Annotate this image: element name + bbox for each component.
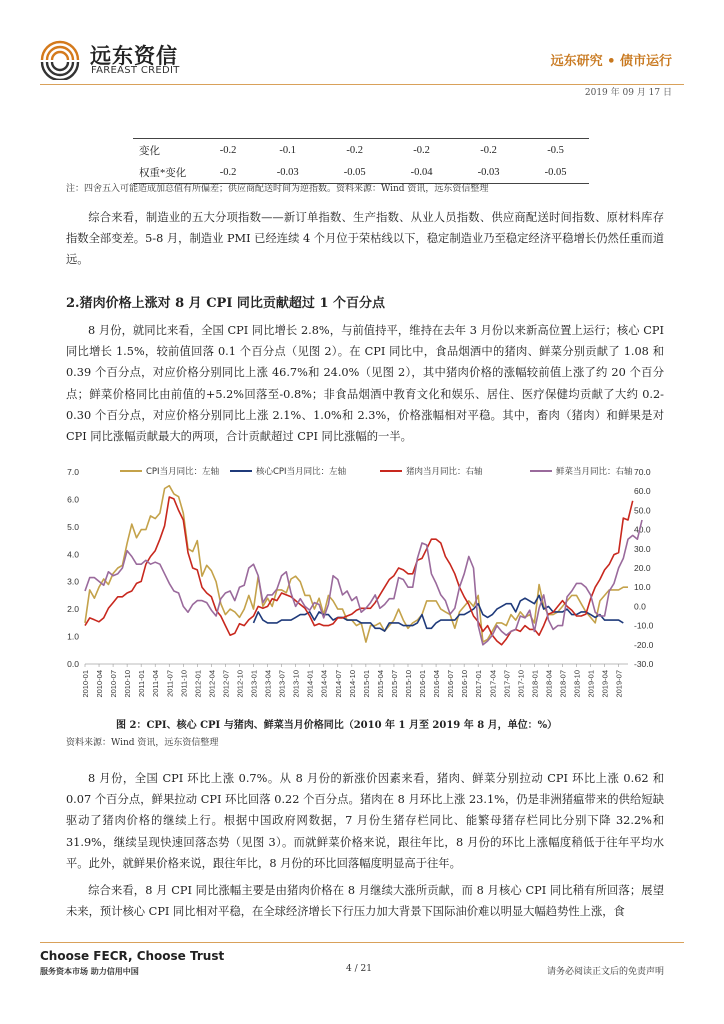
- x-axis-tick-label: 2017-01: [474, 670, 484, 698]
- x-axis-tick-label: 2010-04: [95, 670, 105, 698]
- table-cell: -0.5: [522, 139, 589, 162]
- table-row: [133, 139, 589, 162]
- paragraph-text: 8 月份，就同比来看，全国 CPI 同比增长 2.8%，与前值持平，维持在去年 3 月份以来新高位置上运行；核心 CPI 同比增长 1.5%，较前值回落 0.1 个百分点（见图 2）。在 CPI 同比中，食品烟酒中的猪肉、鲜菜分别贡献了 1.08 和 0.39 个百分点，对应价格分别同比上涨 46.7%和 24.0%（见图 2），其中猪肉价格的涨幅较前值上涨了约 20 个百分点；鲜菜价格同比由前值的+5.2%回落至-0.8%；非食品烟酒中教育文化和娱乐、居住、医疗保健均贡献了大约 0.2-0.30 个百分点，对应价格分别同比上涨 2.1%、1.0%和 2.3%，价格涨幅相对平稳。其中，畜肉（猪肉）和鲜果是对 CPI 同比涨幅贡献最大的两项，合计贡献超过 CPI 同比涨幅的一半。: [66, 324, 664, 444]
- paragraph-text: 综合来看，制造业的五大分项指数——新订单指数、生产指数、从业人员指数、供应商配送时间指数、原材料库存指数全部变差。5-8 月，制造业 PMI 已经连续 4 个月位于荣枯线以下，稳定制造业乃至稳定经济平稳增长仍然任重而道远。: [66, 211, 664, 267]
- x-axis-tick-label: 2012-01: [193, 670, 203, 698]
- legend-label: 鲜菜当月同比：右轴: [556, 467, 633, 477]
- cpi-chart: [50, 460, 670, 710]
- x-axis-tick-label: 2015-04: [375, 670, 385, 698]
- footer-divider: [40, 942, 684, 943]
- table-cell: -0.04: [388, 161, 455, 184]
- table-cell: -0.2: [202, 139, 254, 162]
- x-axis-tick-label: 2011-07: [165, 670, 175, 697]
- right-axis-tick-label: 60.0: [634, 486, 651, 497]
- table-cell: -0.03: [455, 161, 522, 184]
- table-cell: -0.2: [388, 139, 455, 162]
- left-axis-tick-label: 4.0: [67, 549, 79, 560]
- footer-slogan-en: Choose FECR, Choose Trust: [40, 949, 225, 963]
- right-axis-tick-label: 70.0: [634, 467, 651, 477]
- x-axis-tick-label: 2014-07: [333, 670, 343, 698]
- weight-change-table: [133, 138, 589, 184]
- figure-caption: 图 2：CPI、核心 CPI 与猪肉、鲜菜当月价格同比（2010 年 1 月至 2019 年 8 月，单位：%）: [116, 720, 558, 731]
- x-axis-tick-label: 2012-04: [207, 670, 217, 698]
- chart-legend: [120, 466, 633, 477]
- right-axis-tick-label: 0.0: [634, 601, 646, 612]
- x-axis-tick-label: 2017-07: [502, 670, 512, 698]
- x-axis-tick-label: 2018-04: [544, 670, 554, 698]
- x-axis-tick-label: 2015-10: [403, 670, 413, 698]
- table-cell: -0.05: [522, 161, 589, 184]
- left-axis-tick-label: 2.0: [67, 604, 79, 615]
- table-cell: -0.2: [202, 161, 254, 184]
- table-cell: -0.2: [321, 139, 388, 162]
- left-axis-tick-label: 6.0: [67, 494, 79, 505]
- chart-axes: [67, 467, 653, 698]
- figure-source: 资料来源：Wind 资讯，远东资信整理: [66, 738, 219, 748]
- paragraph-text: 8 月份，全国 CPI 环比上涨 0.7%。从 8 月份的新涨价因素来看，猪肉、鲜菜分别拉动 CPI 环比上涨 0.62 和 0.07 个百分点，鲜果拉动 CPI 环比回落 0.22 个百分点。猪肉在 8 月环比上涨 23.1%，仍是非洲猪瘟带来的供给短缺驱动了猪肉价格的继续上行。根据中国政府网数据，7 月份生猪存栏同比、能繁母猪存栏同比分别下降 32.2%和 31.9%，继续呈现快速回落态势（见图 3）。而就鲜菜价格来说，跟往年比，8 月份的环比上涨幅度稍低于往年平均水平。此外，就鲜果价格来说，跟往年比，8 月份的环比回落幅度明显高于往年。: [66, 772, 664, 870]
- x-axis-tick-label: 2016-04: [432, 670, 442, 698]
- x-axis-tick-label: 2011-10: [179, 670, 189, 697]
- paragraph-outlook: [66, 880, 664, 924]
- x-axis-tick-label: 2019-04: [600, 670, 610, 698]
- paragraph-summary: [66, 207, 664, 271]
- right-axis-tick-label: 30.0: [634, 543, 651, 554]
- x-axis-tick-label: 2013-01: [249, 670, 259, 698]
- right-axis-tick-label: -30.0: [634, 659, 654, 669]
- x-axis-tick-label: 2015-07: [389, 670, 399, 698]
- left-axis-tick-label: 1.0: [67, 631, 79, 642]
- chart-lines: [85, 486, 642, 645]
- legend-label: 猪肉当月同比：右轴: [406, 467, 483, 477]
- x-axis-tick-label: 2010-07: [109, 670, 119, 698]
- table-cell: -0.05: [321, 161, 388, 184]
- x-axis-tick-label: 2013-07: [277, 670, 287, 698]
- legend-label: 核心CPI当月同比：左轴: [256, 467, 347, 477]
- x-axis-tick-label: 2016-07: [446, 670, 456, 698]
- x-axis-tick-label: 2011-04: [151, 670, 161, 697]
- right-axis-tick-label: 40.0: [634, 524, 651, 535]
- paragraph-cpi-yoy: [66, 320, 664, 447]
- paragraph-text: 综合来看，8 月 CPI 同比涨幅主要是由猪肉价格在 8 月继续大涨所贡献，而 8 月核心 CPI 同比稍有所回落；展望未来，预计核心 CPI 同比相对平稳，在全球经济增长下行压力加大背景下国际油价难以明显大幅趋势性上涨，食: [66, 884, 664, 919]
- x-axis-tick-label: 2018-07: [558, 670, 568, 698]
- left-axis-tick-label: 5.0: [67, 521, 79, 532]
- x-axis-tick-label: 2012-10: [235, 670, 245, 698]
- table-row-label: 变化: [133, 139, 202, 162]
- right-axis-tick-label: -20.0: [634, 639, 654, 650]
- x-axis-tick-label: 2018-01: [530, 670, 540, 698]
- x-axis-tick-label: 2014-01: [305, 670, 315, 698]
- x-axis-tick-label: 2017-10: [516, 670, 526, 698]
- x-axis-tick-label: 2013-04: [263, 670, 273, 698]
- x-axis-tick-label: 2019-07: [614, 670, 624, 698]
- x-axis-tick-label: 2011-01: [137, 670, 147, 697]
- table-cell: -0.2: [455, 139, 522, 162]
- section-title: 2.猪肉价格上涨对 8 月 CPI 同比贡献超过 1 个百分点: [66, 296, 386, 311]
- disclaimer-note: 请务必阅读正文后的免责声明: [546, 967, 664, 977]
- report-series: 远东研究 • 债市运行: [550, 54, 672, 69]
- right-axis-tick-label: 20.0: [634, 563, 651, 573]
- legend-label: CPI当月同比：左轴: [146, 467, 220, 477]
- brand-name-cn: 远东资信: [90, 44, 178, 68]
- report-date: 2019 年 09 月 17 日: [584, 88, 672, 98]
- x-axis-tick-label: 2019-01: [586, 670, 596, 698]
- footer-slogan-cn: 服务资本市场 助力信用中国: [40, 966, 139, 976]
- table-row-label: 权重*变化: [133, 161, 202, 184]
- left-axis-tick-label: 3.0: [67, 576, 79, 587]
- fareast-logo-icon: [38, 40, 82, 80]
- x-axis-tick-label: 2014-10: [347, 670, 357, 698]
- x-axis-tick-label: 2015-01: [361, 670, 371, 698]
- x-axis-tick-label: 2016-01: [418, 670, 428, 698]
- x-axis-tick-label: 2010-10: [123, 670, 133, 698]
- page-number: 4 / 21: [346, 964, 372, 974]
- x-axis-tick-label: 2013-10: [291, 670, 301, 698]
- x-axis-tick-label: 2018-10: [572, 670, 582, 698]
- paragraph-cpi-mom: [66, 768, 664, 874]
- x-axis-tick-label: 2016-10: [460, 670, 470, 698]
- series-line: [85, 520, 642, 645]
- left-axis-tick-label: 0.0: [67, 659, 79, 669]
- right-axis-tick-label: -10.0: [634, 620, 654, 631]
- left-axis-tick-label: 7.0: [67, 467, 79, 477]
- table-cell: -0.03: [254, 161, 321, 184]
- x-axis-tick-label: 2010-01: [81, 670, 90, 698]
- x-axis-tick-label: 2014-04: [319, 670, 329, 698]
- x-axis-tick-label: 2017-04: [488, 670, 498, 698]
- brand-name-en: FAREAST CREDIT: [91, 65, 180, 76]
- right-axis-tick-label: 10.0: [634, 582, 651, 593]
- x-axis-tick-label: 2012-07: [221, 670, 231, 698]
- table-note: 注：四舍五入可能造成加总值有所偏差；供应商配送时间为逆指数。资料来源：Wind 资讯，远东资信整理: [66, 184, 489, 194]
- table-cell: -0.1: [254, 139, 321, 162]
- right-axis-tick-label: 50.0: [634, 505, 651, 516]
